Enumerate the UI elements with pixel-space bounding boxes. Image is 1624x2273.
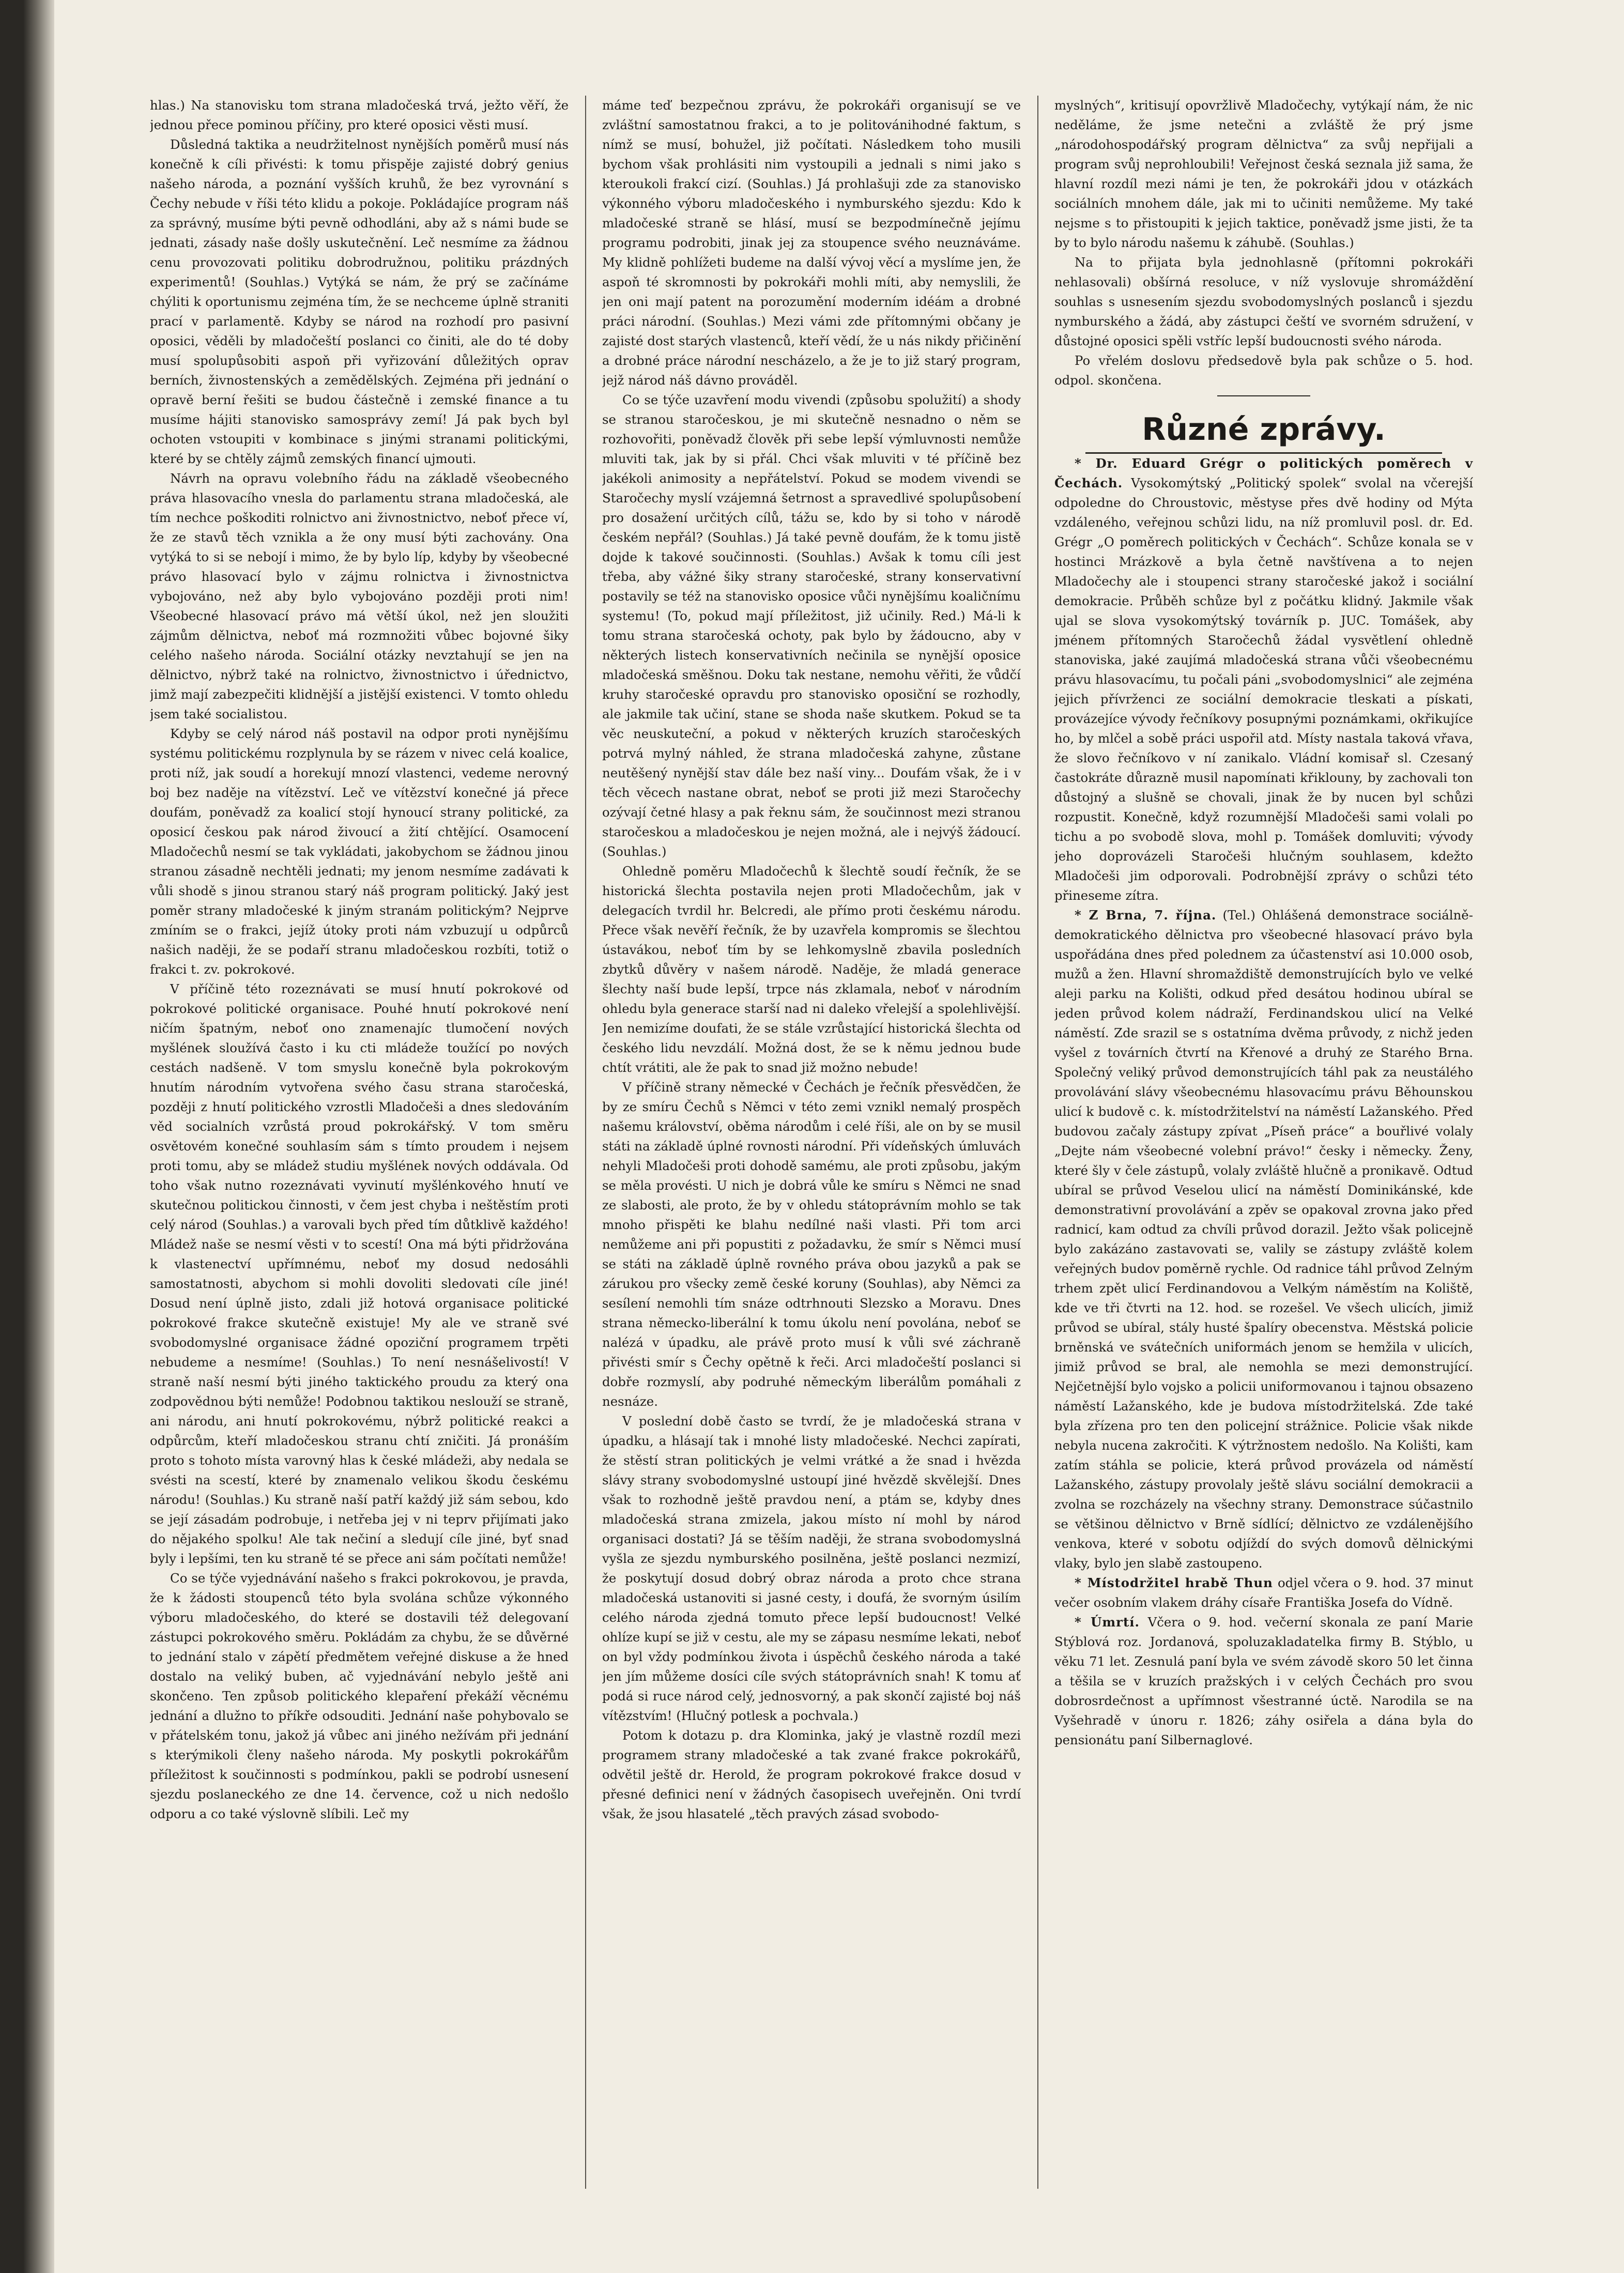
news-item	[1054, 1612, 1473, 1750]
article-end-rule	[1217, 395, 1310, 396]
paragraph	[602, 1078, 1021, 1411]
column-divider	[1037, 96, 1038, 2189]
news-item-lead: * Z Brna, 7. října.	[1075, 908, 1217, 923]
paragraph-text: Důsledná taktika a neudržitelnost nynějších poměrů musí nás konečně k cíli přivésti: k tomu přispěje zajisté dobrý genius našeho národa, a poznání vyšších kruhů, že bez vyrovnání s Čechy nebude v říši této klidu a pokoje. Pokládajíce program náš za správný, musíme býti pevně odhodláni, aby až s námi bude se jednati, zásady naše došly uskutečnění. Leč nesmíme za žádnou cenu provozovati politiku dobrodružnou, politiku prázdných experimentů! (Souhlas.) Vytýká se nám, že prý se začínáme chýliti k oportunismu zejména tím, že se nechceme úplně straniti prací v parlamentě. Kdyby se národ na rozhodí pro pasivní oposici, věděli by mladočeští poslanci co činiti, ale do té doby musí spolupůsobiti aspoň při vyřizování důležitých oprav berních, živnostenských a zemědělských. Zejména při jednání o opravě berní řešiti se budou částečně i zemské finance a tu musíme hájiti stanovisko samosprávy zemí! Já pak bych byl ochoten vstoupiti v kombinace s jinými stranami politickými, které by se chtěly zájmů zemských financí ujmouti.	[150, 137, 569, 466]
paragraph	[150, 724, 569, 979]
news-item-text: Včera o 9. hod. večerní skonala ze paní Marie Stýblová roz. Jordanová, spoluzakladatelka firmy B. Stýblo, u věku 71 let. Zesnulá paní byla ve svém závodě skoro 50 let činna a těšila se v kruzích pražských i v celých Čechách pro svou dobrosrdečnost a upřímnost všestranné úctě. Narodila se na Vyšehradě v únoru r. 1826; záhy osiřela a dána byla do pensionátu paní Silbernaglové.	[1054, 1615, 1473, 1747]
paragraph-text: myslných“, kritisují opovržlivě Mladočechy, vytýkají nám, že nic neděláme, že jsme netečni a zvláště že prý jsme „národohospodářský program dělnictva“ za svůj nepřijali a program svůj neprohloubili! Veřejnost česká seznala již sama, že hlavní rozdíl mezi námi je ten, že pokrokáři jdou v otázkách sociálních mnohem dále, jak mi to učiniti nemůžeme. My také nejsme s to přistoupiti k jejich taktice, poněvadž jsme jisti, že ta by to bylo národu našemu k záhubě. (Souhlas.)	[1054, 98, 1473, 250]
section-heading: Různé zprávy.	[1142, 411, 1386, 448]
paragraph-text: Kdyby se celý národ náš postavil na odpor proti nynějšímu systému politickému rozplynula by se rázem v nivec celá koalice, proti níž, jak soudí a horekují mnozí vlastenci, vedeme nerovný boj bez naděje na vítězství. Leč ve vítězství konečné já přece doufám, poněvadž za koalicí stojí hynoucí strany politické, za oposicí českou pak národ živoucí a žití chtějící. Osamocení Mladočechů nesmí se tak vykládati, jakobychom se žádnou jinou stranou zásadně nechtěli jednati; my jenom nesmíme zadávati k vůli shodě s jinou stranou starý náš program politický. Jaký jest poměr strany mladočeské k jiným stranám politickým? Nejprve zmíním se o frakci, jejíž útoky proti nám vzbuzují u odpůrců našich naději, že se podaří stranu mladočeskou rozbíti, totiž o frakci t. zv. pokrokové.	[150, 726, 569, 977]
paragraph	[150, 96, 569, 135]
page-binding-edge	[0, 0, 54, 2273]
news-item	[1054, 1573, 1473, 1612]
news-item-lead: * Úmrtí.	[1075, 1615, 1140, 1630]
paragraph	[150, 979, 569, 1569]
paragraph-text: hlas.) Na stanovisku tom strana mladočeská trvá, ježto věří, že jednou přece pominou příčiny, pro které oposici věsti musí.	[150, 98, 569, 132]
paragraph-text: V příčině této rozeznávati se musí hnutí pokrokové od pokrokové politické organisace. Pouhé hnutí pokrokové není ničím špatným, neboť ono znamenajíc tlumočení nových myšlének sloužívá často i ku cti mládeže toužící po nových cestách nadšeně. V tom smyslu konečně byla pokrokovým hnutím národním vytvořena svého času strana staročeská, později z hnutí politického vzrostli Mladočeši a dnes sledováním věd socialních vzrůstá proud pokrokářský. V tom směru osvětovém konečné souhlasím sám s tímto proudem i nejsem proti tomu, aby se mládež studiu myšlének nových oddávala. Od toho však nutno rozeznávati vyvinutí myšlénkového hnutí ve skutečnou politickou činnosti, v čem jest chyba i neštěstím proti celý národ (Souhlas.) a varovali bych před tím důtklivě každého! Mládež naše se nesmí věsti v to scestí! Ona má býti přidržována k vlastenectví upřímnému, neboť my dosud nedosáhli samostatnosti, abychom si mohli dovoliti sledovati cíle jiné! Dosud není úplně jisto, zdali již hotová organisace politické pokrokové frakce skutečně existuje! My ale ve straně své svobodomyslné organisace žádné opoziční programem trpěti nebudeme a nesmíme! (Souhlas.) To není nesnášelivostí! V straně naší nesmí býti jiného taktického proudu za který ona zodpovědnou býti nemůže! Podobnou taktikou neslouží se straně, ani národu, ani hnutí pokrokovému, nýbrž politické reakci a odpůrcům, kteří mladočeskou stranu chtí zničiti. Já pronáším proto s tohoto místa varovný hlas k české mládeži, aby nedala se svésti na scestí, které by znamenalo velikou škodu českému národu! (Souhlas.) Ku straně naší patří každý již sám sebou, kdo se její zásadám podrobuje, i netřeba jej v ni teprv přijímati jako do nějakého spolku! Ale tak nečiní a sledují cíle jiné, byť snad byly i lepšími, ten ku straně té se přece ani sám počítati nemůže!	[150, 981, 569, 1566]
paragraph	[1054, 351, 1473, 390]
column-2	[602, 96, 1021, 2189]
paragraph-text: Po vřelém doslovu předsedově byla pak schůze o 5. hod. odpol. skončena.	[1054, 353, 1473, 388]
paragraph	[602, 862, 1021, 1078]
news-item-lead: * Dr. Eduard Grégr o politických poměrech v Čechách.	[1054, 456, 1473, 490]
paragraph	[1054, 96, 1473, 253]
column-divider	[585, 96, 586, 2189]
column-3	[1054, 96, 1473, 2189]
paragraph	[602, 1726, 1021, 1824]
paragraph-text: V příčině strany německé v Čechách je řečník přesvědčen, že by ze smíru Čechů s Němci v této zemi vznikl nemalý prospěch našemu království, oběma národům i celé říši, ale on by se musil státi na základě úplné rovnosti národní. Při vídeňských úmluvách nehyli Mladočeši proti dohodě samému, ale proti způsobu, jakým se měla provésti. U nich je dobrá vůle ke smíru s Němci ne snad ze slabosti, ale proto, že by v ohledu státoprávním mohlo se tak mnoho přispěti ke blahu nedílné naši vlasti. Při tom arci nemůžeme ani při popustiti z požadavku, že smír s Němci musí se státi na základě úplně rovného práva obou jazyků a pak se zárukou pro všecky země české koruny (Souhlas), aby Němci za sesílení nemohli tím snáze odtrhnouti Slezsko a Moravu. Dnes strana německo-liberální k tomu úkolu není povolána, neboť se nalézá v úpadku, ale právě proto musí k vůli své záchraně přivésti smír s Čechy opětně k řeči. Arci mladočeští poslanci si dobře rozmyslí, aby podruhé německým liberálům pomáhali z nesnáze.	[602, 1080, 1021, 1409]
news-item-text: Vysokomýtský „Politický spolek“ svolal na včerejší odpoledne do Chroustovic, městyse přes dvě hodiny od Mýta vzdáleného, veřejnou schůzi lidu, na níž promluvil posl. dr. Ed. Grégr „O poměrech politických v Čechách“. Schůze konala se v hostinci Mrázkově a byla četně navštívena a to nejen Mladočechy ale i stoupenci strany staročeské jakož i sociální demokracie. Průběh schůze byl z počátku klidný. Jakmile však ujal se slova vysokomýtský továrník p. JUC. Tomášek, aby jménem přítomných Staročechů žádal vysvětlení ohledně stanoviska, jaké zaujímá mladočeská strana vůči všeobecnému právu hlasovacímu, tu počali páni „svobodomyslnici“ ale zejména jejich přívrženci ze sociální demokracie tleskati a pískati, provázejíce vývody řečníkovy posupnými poznámkami, okřikujíce ho, by mlčel a sobě práci uspořil atd. Místy nastala taková vřava, že slovo řečníkovo v ní zanikalo. Vládní komisař sl. Czesaný častokráte důrazně musil napomínati křiklouny, by zachovali ton důstojný a slušně se chovali, jinak že by nucen byl schůzi rozpustit. Konečně, když rozumnější Mladočeši sami volali po tichu a po svobodě slova, mohl p. Tomášek domluviti; vývody jeho doprovázeli Staročeši hlučným souhlasem, kdežto Mladočeši jim odporovali. Podrobnější zprávy o schůzi této přineseme zítra.	[1054, 475, 1473, 903]
paragraph-text: Co se týče vyjednávání našeho s frakci pokrokovou, je pravda, že k žádosti stoupenců této byla svolána schůze výkonného výboru mladočeského, do které se dostavili též delegovaní zástupci pokrokového směru. Pokládám za chybu, že se důvěrné to jednání stalo v zápětí předmětem veřejné diskuse a že hned dostalo na veliký buben, ač vyjednávání nebylo ještě ani skončeno. Ten způsob politického klepaření překáží věcnému jednání a dlužno to příkře odsouditi. Jednání naše pohybovalo se v přátelském tonu, jakož já vůbec ani jiného nežívám při jednání s kterýmikoli členy našeho národa. My poskytli pokrokářům příležitost k součinnosti s podmínkou, pakli se podrobí usnesení sjezdu poslaneckého ze dne 14. července, což u nich nedošlo odporu a co také výslovně slíbili. Leč my	[150, 1571, 569, 1821]
news-item-text: (Tel.) Ohlášená demonstrace sociálně-demokratického dělnictva pro všeobecné hlasovací právo byla uspořádána dnes před polednem za účastenství asi 10.000 osob, mužů a žen. Hlavní shromaždiště demonstrujících bylo ve velké aleji parku na Kolišti, odkud před desátou hodinou ubíral se jeden průvod kolem nádraží, Ferdinandskou ulicí na Velké náměstí. Zde srazil se s ostatníma dvěma průvody, z nichž jeden vyšel z továrních čtvrtí na Křenové a druhý ze Starého Brna. Společný veliký průvod demonstrujících táhl pak za neustálého provolávání slávy všeobecnému hlasovacímu právu Běhounskou ulicí k budově c. k. místodržitelství na náměstí Lažanského. Před budovou začaly zástupy zpívat „Píseň práce“ a bouřlivé volaly „Dejte nám všeobecné volební právo!“ česky i německy. Ženy, které šly v čele zástupů, volaly zvláště hlučně a pronikavě. Odtud ubíral se průvod Veselou ulicí na náměstí Dominikánské, kde demonstrativní provolávání a zpěv se opakoval zrovna jako před radnicí, kam odtud za chvíli průvod dorazil. Ježto však policejně bylo zakázáno zastavovati se, valily se zástupy zvláště kolem veřejných budov poměrně rychle. Od radnice táhl průvod Zelným trhem zpět ulicí Ferdinandovou a Velkým náměstím na Koliště, kde ve tři čtvrti na 12. hod. se rozešel. Ve všech ulicích, jimiž průvod se ubíral, stály husté špalíry obecenstva. Městská policie brněnská ve svátečních uniformách jenom se hemžila v ulicích, jimiž průvod se bral, ale nemohla se mezi demonstrující. Nejčetnější bylo vojsko a policii uniformovanou i tajnou obsazeno náměstí Lažanského, kde je budova místodržitelská. Zde také byla zřízena pro ten den policejní strážnice. Policie však nikde nebyla nucena zakročiti. K výtržnostem nedošlo. Na Kolišti, kam zatím stáhla se policie, která průvod provázela od náměstí Lažanského, zástupy provolaly ještě slávu sociální demokracii a zvolna se rozcházely na všechny strany. Demonstrace súčastnilo se většinou dělnictvo v Brně sídlící; dělnictvo ze vzdálenějšího venkova, které v sobotu odjíždí do svých domovů dělnickými vlaky, bylo jen slabě zastoupeno.	[1054, 908, 1473, 1571]
paragraph-text: Potom k dotazu p. dra Klominka, jaký je vlastně rozdíl mezi programem strany mladočeské a tak zvané frakce pokrokářů, odvětil ještě dr. Herold, že program pokrokové frakce dosud v přesné definici není v žádných časopisech uveřejněn. Oni tvrdí však, že jsou hlasatelé „těch pravých zásad svobodo-	[602, 1728, 1021, 1821]
paragraph-text: máme teď bezpečnou zprávu, že pokrokáři organisují se ve zvláštní samostatnou frakci, a to je politovánihodné faktum, s nímž se musí, bohužel, již počítati. Následkem toho musili bychom však prohlásiti nim vystoupili a jednali s nimi jako s kteroukoli frakcí cizí. (Souhlas.) Já prohlašuji zde za stanovisko výkonného výboru mladočeského i nymburského sjezdu: Kdo k mladočeské straně se hlásí, musí se bezpodmínečně jejímu programu podrobiti, jinak jej za stoupence svého neuznáváme. My klidně pohlížeti budeme na další vývoj věcí a myslíme jen, že aspoň té skromnosti by pokrokáři mohli míti, aby nemyslili, že jen oni mají patent na porozumění moderním idéám a drobné práci národní. (Souhlas.) Mezi vámi zde přítomnými občany je zajisté dost starých vlastenců, kteří vědí, že u nás nikdy přičinění a drobné práce národní nescházelo, a že je to již starý program, jejž národ náš dávno prováděl.	[602, 98, 1021, 388]
news-item	[1054, 454, 1473, 905]
paragraph	[150, 1569, 569, 1824]
paragraph	[1054, 253, 1473, 351]
paragraph	[602, 1411, 1021, 1726]
news-item-text: odjel včera o 9. hod. 37 minut večer osobním vlakem dráhy císaře Františka Josefa do Vídně.	[1054, 1575, 1473, 1610]
paragraph-text: Na to přijata byla jednohlasně (přítomni pokrokáři nehlasovali) obšírná resoluce, v níž vyslovuje shromáždění souhlas s usnesením sjezdu svobodomyslných poslanců i sjezdu nymburského a žádá, aby zástupci čeští ve svorném sdružení, v důstojné oposici spěli vstříc lepší budoucnosti svého národa.	[1054, 255, 1473, 348]
paragraph	[150, 469, 569, 724]
paragraph	[602, 96, 1021, 390]
paragraph	[150, 135, 569, 469]
paragraph-text: Návrh na opravu volebního řádu na základě všeobecného práva hlasovacího vnesla do parlamentu strana mladočeská, ale tím nechce poškoditi rolnictvo ani živnostnictvo, neboť přece ví, že ze stavů těch vznikla a že ony musí býti zachovány. Ona vytýká to si se nebojí i mimo, že by bylo líp, kdyby by všeobecné právo hlasovací bylo v zájmu rolnictva i živnostnictva vybojováno, než aby bylo vybojováno později proti nim! Všeobecné hlasovací právo má větší úkol, než jen sloužiti zájmům dělnictva, neboť má rozmnožiti vůbec bojovné šiky celého našeho národa. Sociální otázky nevztahují se jen na dělnictvo, nýbrž také na rolnictvo, živnostnictvo i úřednictvo, jimž mají zabezpečiti klidnější a jistější existenci. V tomto ohledu jsem také socialistou.	[150, 471, 569, 721]
paragraph-text: Ohledně poměru Mladočechů k šlechtě soudí řečník, že se historická šlechta postavila nejen proti Mladočechům, jak v delegacích tvrdil hr. Belcredi, ale přímo proti českému národu. Přece však nevěří řečník, že by uzavřela kompromis se šlechtou ústavákou, neboť tím by se lehkomyslně zbavila posledních zbytků důvěry v našem národě. Naděje, že mladá generace šlechty naší bude lepší, trpce nás zklamala, neboť v národním ohledu byla generace starší nad ni daleko vřelejší a spolehlivější. Jen nemizíme doufati, že se stále vzrůstající historická šlechta od českého lidu nevzdálí. Možná dost, že se k němu jednou bude chtít vrátiti, ale že pak to snad již možno nebude!	[602, 864, 1021, 1075]
paragraph-text: Co se týče uzavření modu vivendi (způsobu spolužití) a shody se stranou staročeskou, je mi skutečně nesnadno o něm se rozhovořiti, poněvadž člověk při sebe lepší výmluvnosti nemůže mluviti tak, jak by si přál. Chci však mluviti v té příčině bez jakékoli animosity a nepřátelství. Pokud se modem vivendi se Staročechy myslí vzájemná šetrnost a spravedlivé spolupůsobení pro dosažení určitých cílů, tážu se, kdo by si toho v národě českém nepřál? (Souhlas.) Já také pevně doufám, že k tomu jistě dojde k takové součinnosti. (Souhlas.) Avšak k tomu cíli jest třeba, aby vážné šiky strany staročeské, strany konservativní postavily se též na stanovisko oposice vůči nynějšímu koaličnímu systemu! (To, pokud mají příležitost, již učinily. Red.) Má-li k tomu strana staročeská ochoty, pak bylo by žádoucno, aby v některých listech konservativních nečinila se nynější oposice mladočeská směšnou. Doku tak nestane, nemohu věřiti, že vůdčí kruhy staročeské opravdu pro stanovisko oposiční se rozhodly, ale jakmile tak učiní, stane se shoda naše skutkem. Pokud se ta věc neuskuteční, a pokud v některých kruzích staročeských potrvá mylný náhled, že strana mladočeská zahyne, zůstane neutěšený nynější stav dále bez naší viny... Doufám však, že i v těch věcech nastane obrat, neboť se proti již mezi Staročechy ozývají četné hlasy a pak řeknu sám, že součinnost mezi stranou staročeskou a mladočeskou je nejen možná, ale i nejvýš žádoucí. (Souhlas.)	[602, 392, 1021, 859]
column-1	[150, 96, 569, 2189]
news-item-lead: * Místodržitel hrabě Thun	[1075, 1575, 1273, 1590]
news-item	[1054, 905, 1473, 1573]
paragraph-text: V poslední době často se tvrdí, že je mladočeská strana v úpadku, a hlásají tak i mnohé listy mladočeské. Nechci zapírati, že stěstí stran politických je velmi vrátké a že snad i hvězda slávy strany svobodomyslné ustoupí jiné hvězdě skvělejší. Dnes však to rozhodně ještě pravdou není, a ptám se, kdyby dnes mladočeská strana zmizela, jakou místo ní mohl by národ organisaci dostati? Já se těším naději, že strana svobodomyslná vyšla ze sjezdu nymburského posilněna, ještě poslanci nezmizí, že poskytují dosud dobrý obraz národa a proto chce strana mladočeská ustanoviti si jasné cesty, i doufá, že svorným úsilím celého národa zjedná tomuto přece lepší budoucnost! Velké ohlíze kupí se již v cestu, ale my se zápasu nesmíme lekati, neboť on byl vždy podmínkou života i úspěchů českého národa a také jen jím můžeme dosíci cíle svých státoprávních snah! K tomu ať podá si ruce národ celý, jednosvorný, a pak skončí zajisté boj náš vítězstvím! (Hlučný potlesk a pochvala.)	[602, 1414, 1021, 1723]
newspaper-page	[150, 96, 1473, 2189]
paragraph	[602, 390, 1021, 862]
